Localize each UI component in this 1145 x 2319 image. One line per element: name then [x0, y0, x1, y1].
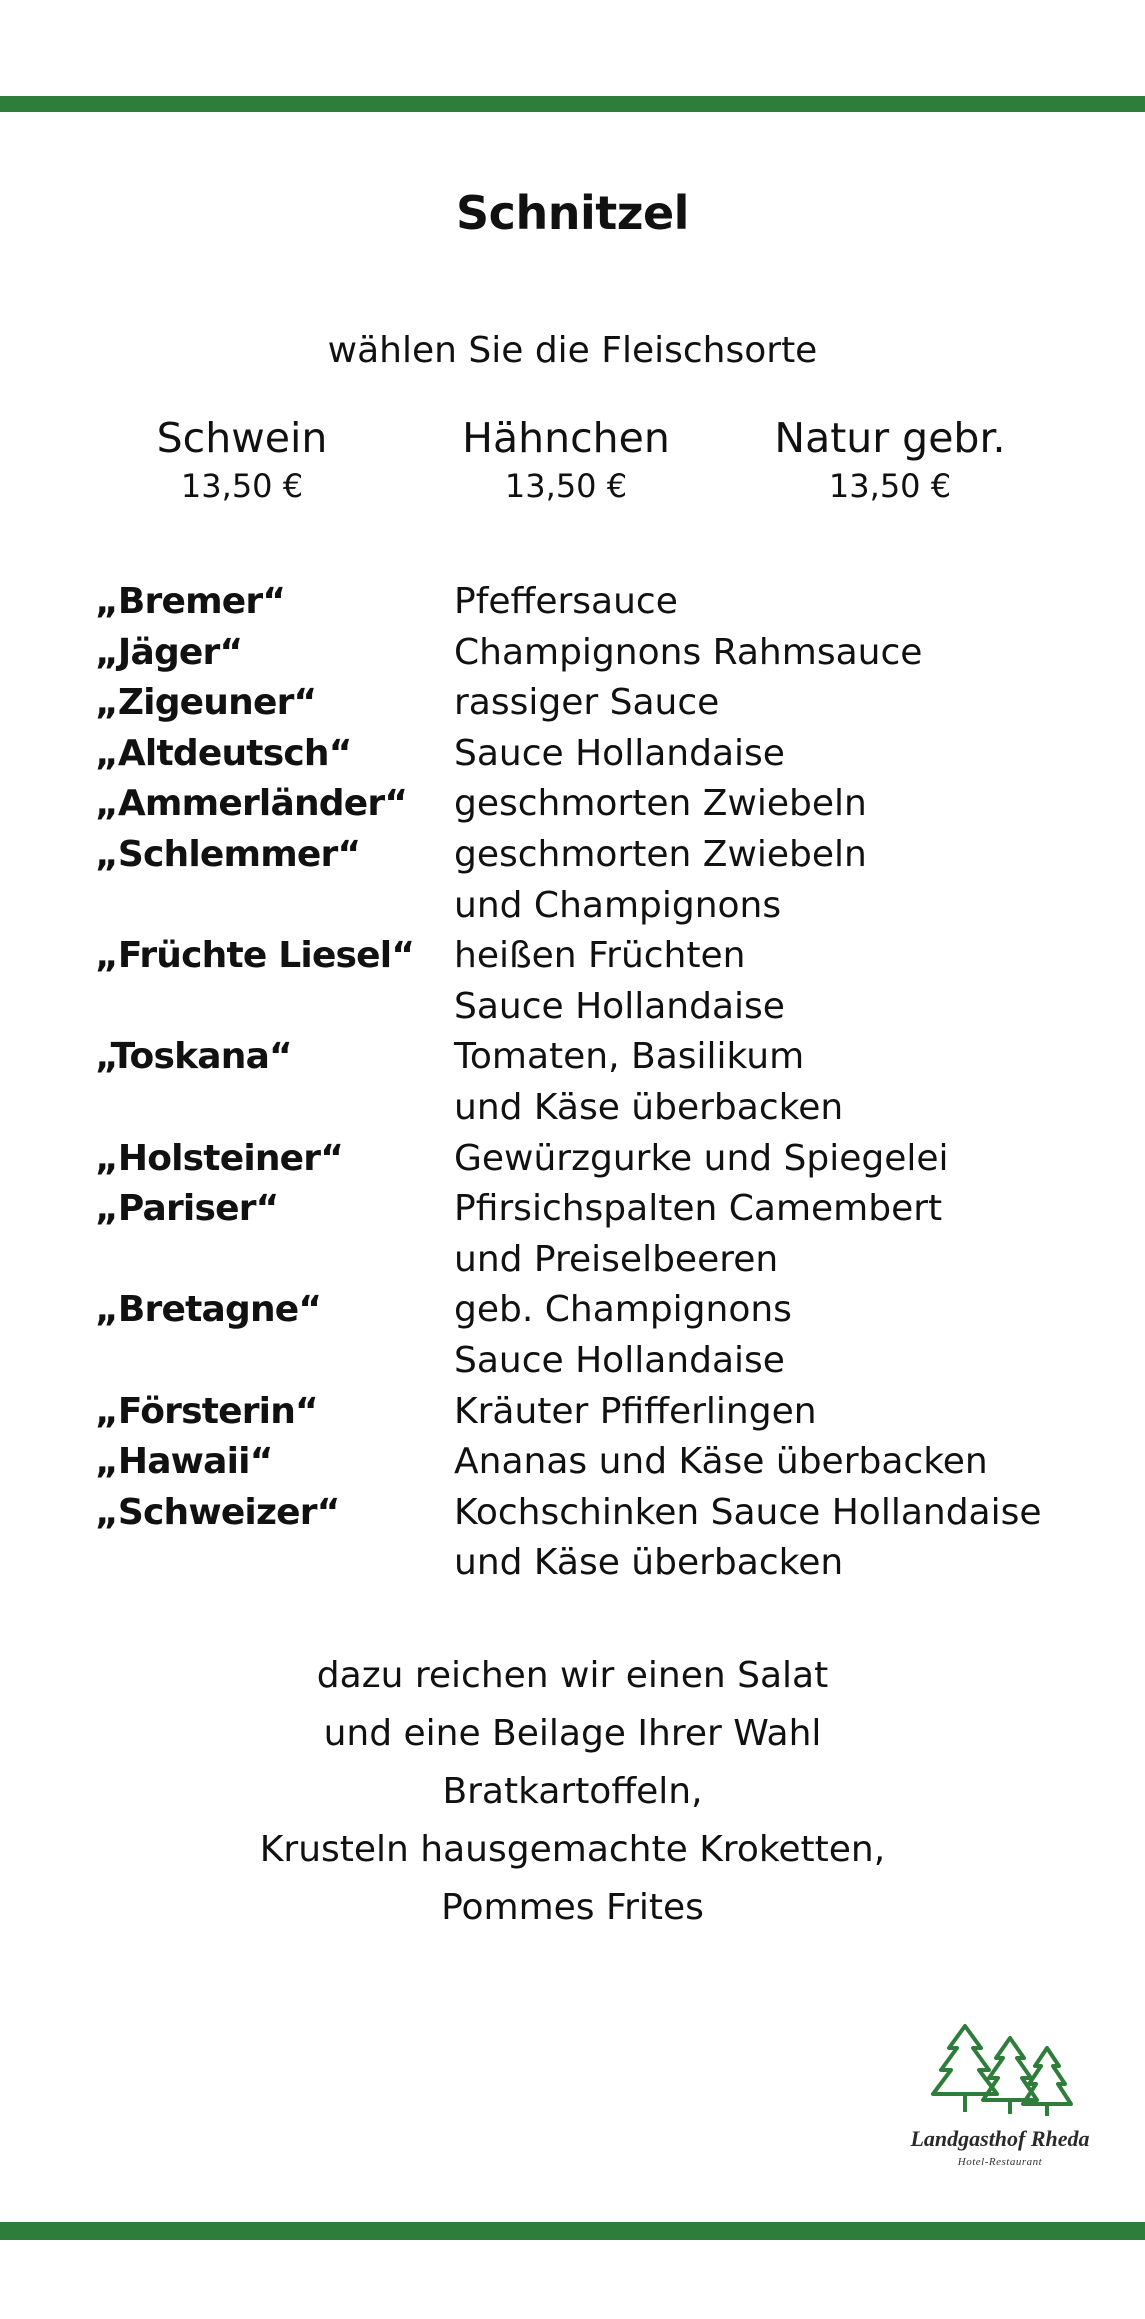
meat-name: Hähnchen [462, 414, 670, 462]
dish-description-line: und Käse überbacken [454, 1086, 844, 1128]
dish-row [95, 1032, 1095, 1133]
logo-name: Landgasthof Rheda [910, 2126, 1090, 2151]
dish-name: „Altdeutsch“ [95, 732, 352, 774]
meat-option-haehnchen [406, 412, 726, 508]
dish-name: „Bretagne“ [95, 1289, 322, 1331]
dish-name: „Holsteiner“ [95, 1137, 344, 1179]
dish-description [454, 1184, 942, 1285]
dish-description-line: Ananas und Käse überbacken [454, 1441, 988, 1483]
dish-description-line: Gewürzgurke und Spiegelei [454, 1137, 949, 1179]
dish-description-line: Sauce Hollandaise [454, 1339, 785, 1381]
bottom-divider [0, 2222, 1145, 2240]
dish-description [454, 628, 922, 679]
top-divider [0, 96, 1145, 112]
dish-row [95, 1285, 1095, 1386]
meat-choice-subtitle: wählen Sie die Fleischsorte [327, 330, 818, 371]
dish-description-line: rassiger Sauce [454, 682, 720, 724]
sides-line: Bratkartoffeln, [442, 1771, 703, 1812]
dish-description [454, 1285, 792, 1386]
dish-row [95, 577, 1095, 628]
dish-description [454, 577, 678, 628]
dish-list [95, 577, 1095, 1589]
dish-description-line: Kochschinken Sauce Hollandaise [454, 1491, 1042, 1533]
dish-row [95, 678, 1095, 729]
dish-description-line: Champignons Rahmsauce [454, 631, 923, 673]
page-title: Schnitzel [456, 186, 689, 240]
dish-description-line: und Preiselbeeren [454, 1238, 779, 1280]
dish-description-line: geb. Champignons [454, 1289, 792, 1331]
side-dishes-info [0, 1647, 1145, 1937]
dish-row [95, 779, 1095, 830]
sides-line: Krusteln hausgemachte Kroketten, [259, 1829, 886, 1870]
restaurant-logo [885, 2020, 1115, 2180]
dish-name: „Hawaii“ [95, 1441, 273, 1483]
dish-description-line: Sauce Hollandaise [454, 732, 785, 774]
dish-description-line: heißen Früchten [454, 935, 746, 977]
meat-option-schwein [82, 412, 402, 508]
dish-row [95, 931, 1095, 1032]
dish-name: „Zigeuner“ [95, 682, 317, 724]
meat-price: 13,50 € [828, 467, 952, 505]
dish-row [95, 1437, 1095, 1488]
meat-option-natur [730, 412, 1050, 508]
dish-row [95, 729, 1095, 780]
meat-price: 13,50 € [180, 467, 304, 505]
dish-description-line: Kräuter Pfifferlingen [454, 1390, 817, 1432]
dish-row [95, 1184, 1095, 1285]
dish-description [454, 729, 785, 780]
dish-name: „Früchte Liesel“ [95, 935, 415, 977]
dish-name: „Schlemmer“ [95, 833, 361, 875]
dish-name: „Schweizer“ [95, 1491, 340, 1533]
dish-name: „Pariser“ [95, 1188, 279, 1230]
sides-line: dazu reichen wir einen Salat [316, 1655, 829, 1696]
sides-line: und eine Beilage Ihrer Wahl [323, 1713, 822, 1754]
sides-line: Pommes Frites [441, 1887, 704, 1928]
dish-row [95, 830, 1095, 931]
dish-description [454, 678, 719, 729]
dish-description [454, 1032, 843, 1133]
dish-description [454, 1488, 1042, 1589]
dish-row [95, 1387, 1095, 1438]
dish-description-line: Sauce Hollandaise [454, 985, 785, 1027]
meat-name: Schwein [156, 414, 328, 462]
fir-trees-icon [915, 2020, 1085, 2120]
dish-row [95, 1488, 1095, 1589]
logo-subtitle: Hotel-Restaurant [957, 2156, 1043, 2168]
dish-name: „Ammerländer“ [95, 783, 408, 825]
dish-row [95, 628, 1095, 679]
dish-description-line: Pfirsichspalten Camembert [454, 1188, 943, 1230]
dish-description [454, 931, 785, 1032]
dish-description [454, 779, 867, 830]
dish-description [454, 830, 867, 931]
dish-description-line: Pfeffersauce [454, 581, 678, 622]
dish-description [454, 1437, 988, 1488]
dish-description-line: Tomaten, Basilikum [454, 1036, 805, 1078]
meat-name: Natur gebr. [774, 414, 1006, 462]
dish-name: „Försterin“ [95, 1390, 318, 1432]
dish-name: „Toskana“ [95, 1036, 292, 1078]
dish-name: „Jäger“ [95, 631, 243, 673]
dish-description-line: und Käse überbacken [454, 1542, 844, 1584]
dish-name: „Bremer“ [95, 581, 286, 622]
dish-description [454, 1387, 817, 1438]
dish-description-line: geschmorten Zwiebeln [454, 833, 867, 875]
dish-description [454, 1134, 949, 1185]
dish-description-line: geschmorten Zwiebeln [454, 783, 867, 825]
dish-description-line: und Champignons [454, 884, 782, 926]
dish-row [95, 1134, 1095, 1185]
meat-price: 13,50 € [504, 467, 628, 505]
